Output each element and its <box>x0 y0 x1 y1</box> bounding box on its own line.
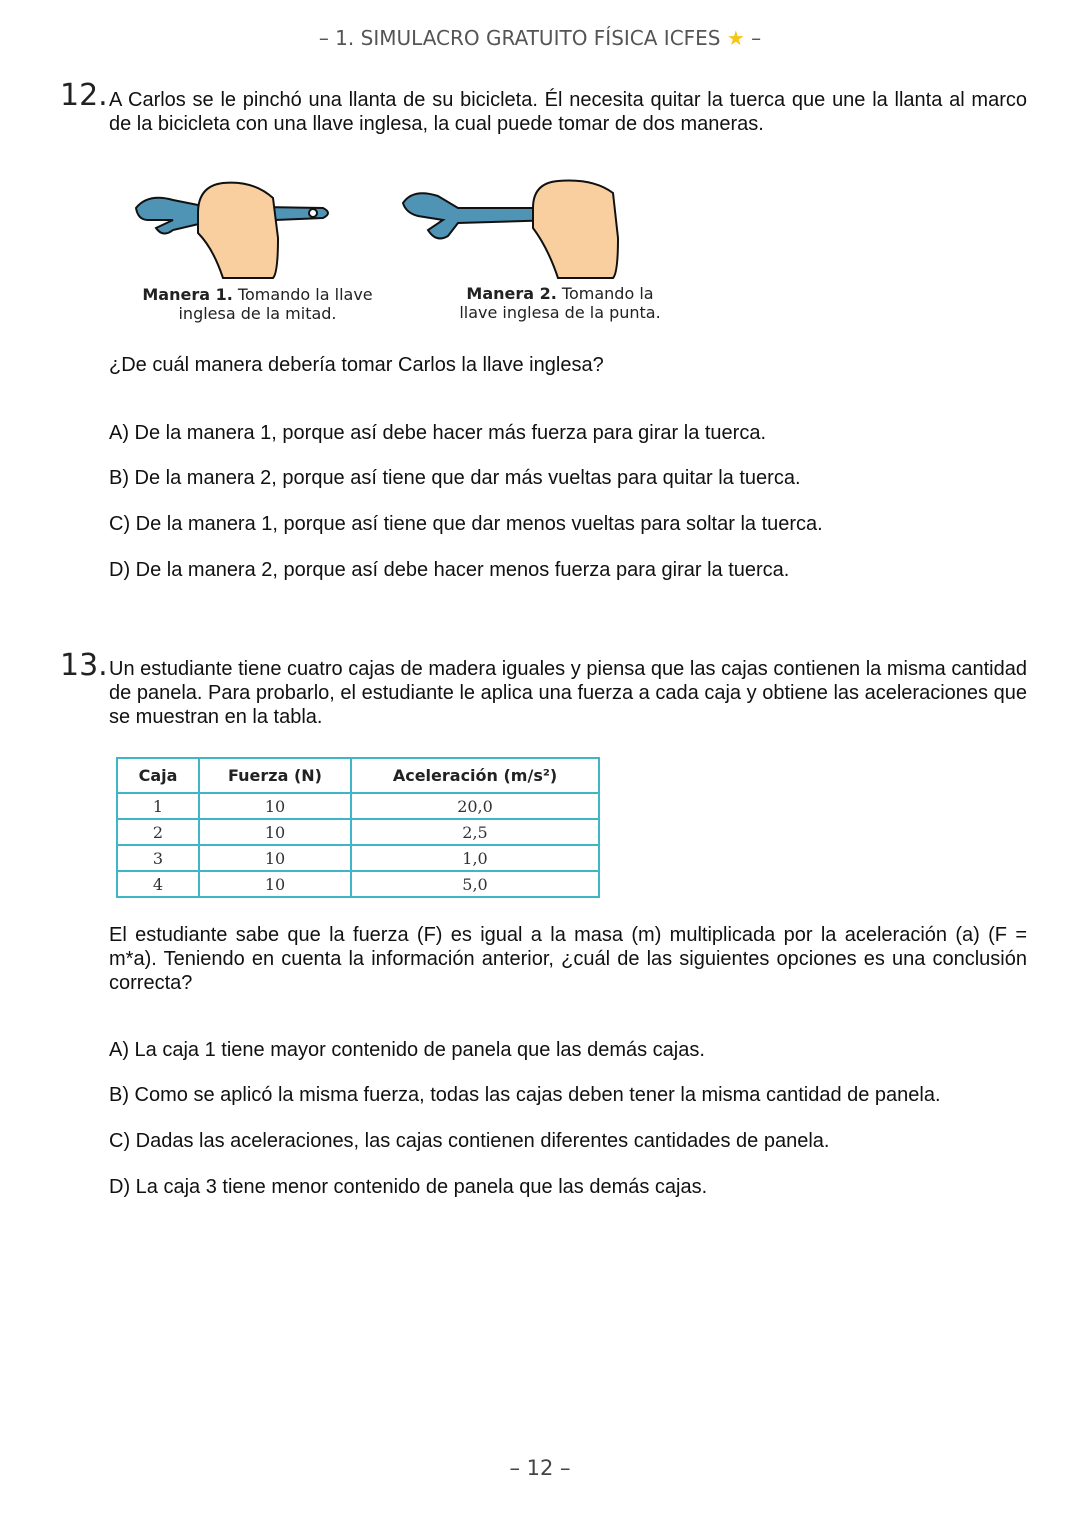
caption-text: Tomando la llave <box>232 285 373 304</box>
table-cell: 3 <box>117 845 199 871</box>
caption-text: Tomando la <box>556 284 654 303</box>
question-prompt: ¿De cuál manera debería tomar Carlos la llave inglesa? <box>109 354 604 376</box>
table-cell: 1,0 <box>351 845 599 871</box>
table-cell: 2,5 <box>351 819 599 845</box>
caption-bold: Manera 1. <box>142 285 233 304</box>
table-cell: 10 <box>199 845 351 871</box>
table-header-row <box>117 758 599 793</box>
option-a: A) De la manera 1, porque así debe hacer más fuerza para girar la tuerca. <box>109 422 767 444</box>
option-c: C) De la manera 1, porque así tiene que dar menos vueltas para soltar la tuerca. <box>109 513 823 535</box>
option-d: D) La caja 3 tiene menor contenido de panela que las demás cajas. <box>109 1176 708 1198</box>
header-suffix: – <box>751 26 762 50</box>
table-row <box>117 871 599 897</box>
table-cell: 2 <box>117 819 199 845</box>
table-cell: 10 <box>199 793 351 819</box>
question-prompt: El estudiante sabe que la fuerza (F) es igual a la masa (m) multiplicada por la aceleración (a) (F = m*a). Teniendo en cuenta la información anterior, ¿cuál de las siguientes opciones es una conclusión correcta? <box>109 924 1027 994</box>
caption-bold: Manera 2. <box>466 284 557 303</box>
table-cell: 4 <box>117 871 199 897</box>
wrench-hand-end-illustration <box>398 178 628 283</box>
header-title: – 1. SIMULACRO GRATUITO FÍSICA ICFES <box>318 26 721 50</box>
page-number: – 12 – <box>509 1456 571 1480</box>
option-a: A) La caja 1 tiene mayor contenido de panela que las demás cajas. <box>109 1039 705 1061</box>
table-row <box>117 793 599 819</box>
option-d: D) De la manera 2, porque así debe hacer menos fuerza para girar la tuerca. <box>109 559 790 581</box>
table-cell: 5,0 <box>351 871 599 897</box>
question-number: 12. <box>60 78 108 113</box>
question-number: 13. <box>60 648 108 683</box>
table-row <box>117 819 599 845</box>
table-cell: 10 <box>199 871 351 897</box>
data-table <box>116 757 600 898</box>
question-statement: Un estudiante tiene cuatro cajas de madera iguales y piensa que las cajas contienen la misma cantidad de panela. Para probarlo, el estudiante le aplica una fuerza a cada caja y obtiene las aceleraciones que se muestran en la tabla. <box>109 658 1027 728</box>
column-header: Caja <box>117 758 199 793</box>
column-header: Fuerza (N) <box>199 758 351 793</box>
option-b: B) De la manera 2, porque así tiene que dar más vueltas para quitar la tuerca. <box>109 467 801 489</box>
table-cell: 1 <box>117 793 199 819</box>
page-header <box>0 26 1080 50</box>
table-row <box>117 845 599 871</box>
table-cell: 10 <box>199 819 351 845</box>
star-icon: ★ <box>726 26 745 50</box>
figure-caption-1 <box>130 285 385 323</box>
wrench-hand-middle-illustration <box>128 178 338 283</box>
option-c: C) Dadas las aceleraciones, las cajas contienen diferentes cantidades de panela. <box>109 1130 830 1152</box>
table-cell: 20,0 <box>351 793 599 819</box>
question-statement: A Carlos se le pinchó una llanta de su bicicleta. Él necesita quitar la tuerca que une la llanta al marco de la bicicleta con una llave inglesa, la cual puede tomar de dos maneras. <box>109 89 1027 135</box>
option-b: B) Como se aplicó la misma fuerza, todas las cajas deben tener la misma cantidad de panela. <box>109 1084 941 1106</box>
figure-caption-2 <box>440 284 680 322</box>
caption-text: llave inglesa de la punta. <box>459 303 661 322</box>
column-header: Aceleración (m/s²) <box>351 758 599 793</box>
caption-text: inglesa de la mitad. <box>178 304 337 323</box>
